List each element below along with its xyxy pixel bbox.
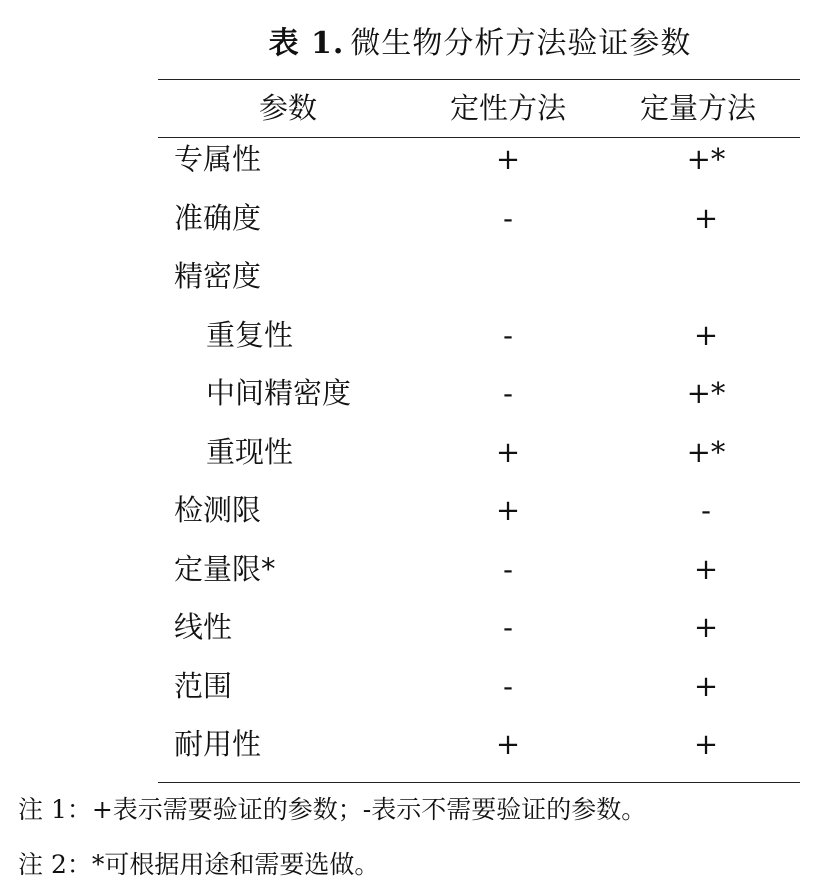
row-quantitative: +: [693, 610, 719, 644]
table-caption-label: 表 1.: [268, 26, 345, 61]
row-qualitative: -: [503, 317, 513, 352]
row-quantitative: +: [693, 551, 719, 586]
table-row: [158, 548, 800, 607]
row-qualitative: -: [503, 376, 513, 410]
header-qualitative: 定性方法: [449, 91, 566, 125]
table-row: [158, 197, 800, 256]
row-qualitative: -: [503, 200, 513, 235]
row-qualitative: +: [495, 142, 521, 176]
table-row: [158, 723, 800, 782]
row-qualitative: -: [503, 668, 513, 703]
table-row: [158, 606, 800, 665]
table-note-1: 注 1：+表示需要验证的参数；-表示不需要验证的参数。: [18, 795, 647, 824]
table-row: [158, 431, 800, 490]
row-quantitative: -: [701, 493, 711, 527]
row-param: 中间精密度: [206, 376, 352, 410]
row-quantitative: +: [693, 727, 719, 761]
row-quantitative: +*: [686, 142, 726, 176]
table-row: [158, 372, 800, 431]
row-quantitative: +*: [686, 434, 726, 469]
row-param: 耐用性: [174, 727, 262, 761]
table-body: [158, 138, 800, 782]
table-row: [158, 255, 800, 314]
row-quantitative: +*: [686, 376, 726, 410]
header-quantitative: 定量方法: [639, 91, 756, 125]
row-param: 准确度: [174, 200, 262, 235]
row-param: 重复性: [206, 317, 294, 352]
row-param: 线性: [174, 610, 233, 644]
table-note-2: 注 2：*可根据用途和需要选做。: [18, 850, 380, 879]
row-qualitative: +: [495, 493, 521, 527]
row-qualitative: +: [495, 434, 521, 469]
row-param: 专属性: [174, 142, 262, 176]
table-header-row: [158, 80, 800, 136]
row-param: 范围: [174, 668, 233, 703]
row-qualitative: -: [503, 551, 513, 586]
table-row: [158, 138, 800, 197]
table-row: [158, 314, 800, 373]
row-quantitative: +: [693, 668, 719, 703]
table-row: [158, 489, 800, 548]
row-param: 检测限: [174, 493, 262, 527]
row-qualitative: -: [503, 610, 513, 644]
table-caption: [160, 18, 800, 62]
table-row: [158, 665, 800, 724]
row-param: 定量限*: [174, 551, 276, 586]
row-quantitative: +: [693, 200, 719, 235]
row-quantitative: +: [693, 317, 719, 352]
header-param: 参数: [258, 91, 317, 125]
table-caption-title: 微生物分析方法验证参数: [350, 26, 692, 61]
row-param: 精密度: [174, 259, 262, 293]
table-bottom-rule: [158, 782, 800, 783]
row-param: 重现性: [206, 434, 294, 469]
row-qualitative: +: [495, 727, 521, 761]
